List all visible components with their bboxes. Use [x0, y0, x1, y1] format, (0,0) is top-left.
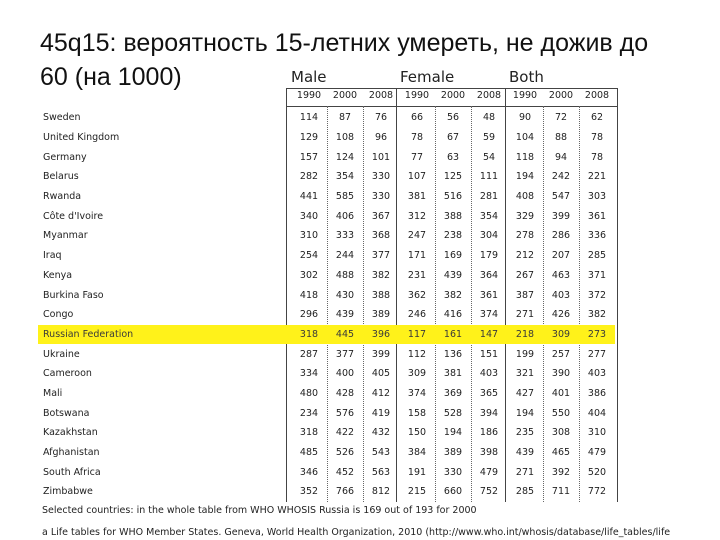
value-cell: 271 [515, 309, 535, 321]
table-row [38, 364, 615, 384]
value-cell: 244 [335, 250, 355, 262]
value-cell: 382 [443, 289, 463, 301]
value-cell: 257 [551, 348, 571, 360]
value-cell: 361 [479, 289, 499, 301]
value-cell: 550 [551, 407, 571, 419]
value-cell: 308 [551, 427, 571, 439]
group-female: Female [400, 68, 455, 86]
value-cell: 215 [407, 486, 427, 498]
value-cell: 387 [515, 289, 535, 301]
value-cell: 346 [299, 466, 319, 478]
header-rule [286, 88, 618, 89]
value-cell: 340 [299, 210, 319, 222]
value-cell: 318 [299, 427, 319, 439]
value-cell: 238 [443, 230, 463, 242]
value-cell: 389 [443, 447, 463, 459]
value-cell: 766 [335, 486, 355, 498]
table-row [38, 443, 615, 463]
table-row [38, 482, 615, 502]
value-cell: 488 [335, 269, 355, 281]
table-row [38, 226, 615, 246]
column-group-header [0, 68, 720, 90]
value-cell: 235 [515, 427, 535, 439]
value-cell: 480 [299, 387, 319, 399]
table-row [38, 167, 615, 187]
value-cell: 287 [299, 348, 319, 360]
value-cell: 401 [551, 387, 571, 399]
value-cell: 711 [551, 486, 571, 498]
value-cell: 336 [587, 230, 607, 242]
value-cell: 404 [587, 407, 607, 419]
country-name: South Africa [43, 466, 101, 478]
value-cell: 334 [299, 368, 319, 380]
value-cell: 231 [407, 269, 427, 281]
value-cell: 207 [551, 250, 571, 262]
value-cell: 419 [371, 407, 391, 419]
country-name: Rwanda [43, 191, 82, 203]
value-cell: 330 [371, 171, 391, 183]
table-row [38, 108, 615, 128]
value-cell: 242 [551, 171, 571, 183]
value-cell: 445 [327, 325, 363, 345]
table-row [38, 128, 615, 148]
value-cell: 62 [590, 112, 604, 124]
country-name: Belarus [43, 171, 79, 183]
value-cell: 374 [479, 309, 499, 321]
value-cell: 304 [479, 230, 499, 242]
value-cell: 318 [291, 325, 327, 345]
country-name: Sweden [43, 112, 81, 124]
country-name: Ukraine [43, 348, 80, 360]
value-cell: 388 [371, 289, 391, 301]
value-cell: 368 [371, 230, 391, 242]
value-cell: 403 [587, 368, 607, 380]
year-header-row [0, 90, 720, 106]
value-cell: 330 [443, 466, 463, 478]
value-cell: 526 [335, 447, 355, 459]
year-header: 2008 [476, 90, 502, 101]
value-cell: 309 [407, 368, 427, 380]
value-cell: 271 [515, 466, 535, 478]
country-name: Botswana [43, 407, 90, 419]
value-cell: 547 [551, 191, 571, 203]
value-cell: 78 [590, 132, 604, 144]
value-cell: 516 [443, 191, 463, 203]
country-name: Zimbabwe [43, 486, 93, 498]
country-name: Kazakhstan [43, 427, 98, 439]
country-name: Burkina Faso [43, 289, 104, 301]
value-cell: 107 [407, 171, 427, 183]
value-cell: 367 [371, 210, 391, 222]
value-cell: 101 [371, 151, 391, 163]
value-cell: 585 [335, 191, 355, 203]
value-cell: 432 [371, 427, 391, 439]
value-cell: 90 [518, 112, 532, 124]
value-cell: 277 [587, 348, 607, 360]
value-cell: 117 [399, 325, 435, 345]
table-row [38, 285, 615, 305]
country-name: Myanmar [43, 230, 88, 242]
value-cell: 408 [515, 191, 535, 203]
value-cell: 439 [443, 269, 463, 281]
value-cell: 418 [299, 289, 319, 301]
value-cell: 396 [363, 325, 399, 345]
table-row [38, 423, 615, 443]
value-cell: 94 [554, 151, 568, 163]
value-cell: 479 [587, 447, 607, 459]
value-cell: 278 [515, 230, 535, 242]
value-cell: 361 [587, 210, 607, 222]
value-cell: 660 [443, 486, 463, 498]
year-header: 2000 [440, 90, 466, 101]
value-cell: 354 [335, 171, 355, 183]
value-cell: 285 [515, 486, 535, 498]
value-cell: 365 [479, 387, 499, 399]
value-cell: 114 [299, 112, 319, 124]
value-cell: 282 [299, 171, 319, 183]
value-cell: 364 [479, 269, 499, 281]
year-header: 2008 [368, 90, 394, 101]
value-cell: 441 [299, 191, 319, 203]
value-cell: 398 [479, 447, 499, 459]
value-cell: 563 [371, 466, 391, 478]
value-cell: 161 [435, 325, 471, 345]
value-cell: 430 [335, 289, 355, 301]
value-cell: 48 [482, 112, 496, 124]
value-cell: 352 [299, 486, 319, 498]
value-cell: 399 [551, 210, 571, 222]
table-row [38, 344, 615, 364]
country-name: Iraq [43, 250, 62, 262]
table-row [38, 187, 615, 207]
table-row [38, 384, 615, 404]
value-cell: 321 [515, 368, 535, 380]
value-cell: 406 [335, 210, 355, 222]
group-both: Both [509, 68, 544, 86]
value-cell: 412 [371, 387, 391, 399]
year-header: 1990 [512, 90, 538, 101]
value-cell: 752 [479, 486, 499, 498]
value-cell: 112 [407, 348, 427, 360]
country-name: Afghanistan [43, 447, 100, 459]
value-cell: 354 [479, 210, 499, 222]
value-cell: 54 [482, 151, 496, 163]
value-cell: 403 [551, 289, 571, 301]
value-cell: 286 [551, 230, 571, 242]
header-rule [286, 106, 618, 107]
value-cell: 67 [446, 132, 460, 144]
slide-title: 45q15: вероятность 15-летних умереть, не дожив до 60 (на 1000) [40, 29, 649, 91]
value-cell: 400 [335, 368, 355, 380]
year-header: 2000 [548, 90, 574, 101]
value-cell: 384 [407, 447, 427, 459]
value-cell: 136 [443, 348, 463, 360]
value-cell: 303 [587, 191, 607, 203]
value-cell: 87 [338, 112, 352, 124]
value-cell: 543 [371, 447, 391, 459]
value-cell: 124 [335, 151, 355, 163]
value-cell: 179 [479, 250, 499, 262]
value-cell: 281 [479, 191, 499, 203]
value-cell: 371 [587, 269, 607, 281]
value-cell: 63 [446, 151, 460, 163]
value-cell: 118 [515, 151, 535, 163]
table-row [38, 305, 615, 325]
value-cell: 389 [371, 309, 391, 321]
table-row [38, 206, 615, 226]
value-cell: 199 [515, 348, 535, 360]
country-name: Mali [43, 387, 63, 399]
value-cell: 129 [299, 132, 319, 144]
value-cell: 96 [374, 132, 388, 144]
country-name: Congo [43, 309, 74, 321]
value-cell: 479 [479, 466, 499, 478]
year-header: 1990 [296, 90, 322, 101]
value-cell: 333 [335, 230, 355, 242]
value-cell: 285 [587, 250, 607, 262]
value-cell: 212 [515, 250, 535, 262]
value-cell: 330 [371, 191, 391, 203]
value-cell: 77 [410, 151, 424, 163]
value-cell: 310 [587, 427, 607, 439]
value-cell: 104 [515, 132, 535, 144]
mortality-table [38, 108, 615, 502]
value-cell: 310 [299, 230, 319, 242]
value-cell: 426 [551, 309, 571, 321]
value-cell: 194 [443, 427, 463, 439]
value-cell: 56 [446, 112, 460, 124]
country-name: Côte d'Ivoire [43, 210, 104, 222]
value-cell: 169 [443, 250, 463, 262]
value-cell: 394 [479, 407, 499, 419]
value-cell: 186 [479, 427, 499, 439]
value-cell: 374 [407, 387, 427, 399]
value-cell: 485 [299, 447, 319, 459]
value-cell: 158 [407, 407, 427, 419]
value-cell: 463 [551, 269, 571, 281]
group-male: Male [291, 68, 327, 86]
source-citation: a Life tables for WHO Member States. Geneva, World Health Organization, 2010 (http://www.who.int/whosis/database/life_tables/life [42, 527, 671, 538]
value-cell: 267 [515, 269, 535, 281]
value-cell: 246 [407, 309, 427, 321]
table-note: Selected countries: in the whole table from WHO WHOSIS Russia is 169 out of 193 for 2000 [42, 505, 477, 516]
value-cell: 221 [587, 171, 607, 183]
value-cell: 88 [554, 132, 568, 144]
table-row [38, 266, 615, 286]
value-cell: 388 [443, 210, 463, 222]
value-cell: 76 [374, 112, 388, 124]
value-cell: 194 [515, 171, 535, 183]
table-row [38, 462, 615, 482]
value-cell: 254 [299, 250, 319, 262]
value-cell: 399 [371, 348, 391, 360]
value-cell: 296 [299, 309, 319, 321]
value-cell: 78 [590, 151, 604, 163]
value-cell: 772 [587, 486, 607, 498]
value-cell: 309 [543, 325, 579, 345]
value-cell: 382 [587, 309, 607, 321]
value-cell: 108 [335, 132, 355, 144]
value-cell: 520 [587, 466, 607, 478]
value-cell: 377 [335, 348, 355, 360]
value-cell: 452 [335, 466, 355, 478]
value-cell: 72 [554, 112, 568, 124]
value-cell: 150 [407, 427, 427, 439]
value-cell: 111 [479, 171, 499, 183]
value-cell: 392 [551, 466, 571, 478]
table-row-highlighted [38, 325, 615, 345]
value-cell: 171 [407, 250, 427, 262]
value-cell: 372 [587, 289, 607, 301]
value-cell: 422 [335, 427, 355, 439]
table-row [38, 403, 615, 423]
year-header: 2000 [332, 90, 358, 101]
value-cell: 329 [515, 210, 535, 222]
value-cell: 812 [371, 486, 391, 498]
value-cell: 403 [479, 368, 499, 380]
value-cell: 191 [407, 466, 427, 478]
value-cell: 381 [407, 191, 427, 203]
value-cell: 439 [515, 447, 535, 459]
value-cell: 428 [335, 387, 355, 399]
value-cell: 157 [299, 151, 319, 163]
value-cell: 234 [299, 407, 319, 419]
value-cell: 147 [471, 325, 507, 345]
value-cell: 439 [335, 309, 355, 321]
year-header: 1990 [404, 90, 430, 101]
value-cell: 312 [407, 210, 427, 222]
value-cell: 405 [371, 368, 391, 380]
value-cell: 381 [443, 368, 463, 380]
country-name: Germany [43, 151, 87, 163]
value-cell: 66 [410, 112, 424, 124]
year-header: 2008 [584, 90, 610, 101]
value-cell: 576 [335, 407, 355, 419]
value-cell: 377 [371, 250, 391, 262]
value-cell: 362 [407, 289, 427, 301]
value-cell: 390 [551, 368, 571, 380]
table-row [38, 147, 615, 167]
country-name: Cameroon [43, 368, 92, 380]
value-cell: 247 [407, 230, 427, 242]
value-cell: 59 [482, 132, 496, 144]
country-name: Russian Federation [38, 325, 291, 345]
value-cell: 273 [579, 325, 615, 345]
value-cell: 465 [551, 447, 571, 459]
value-cell: 427 [515, 387, 535, 399]
value-cell: 382 [371, 269, 391, 281]
value-cell: 78 [410, 132, 424, 144]
country-name: United Kingdom [43, 132, 120, 144]
value-cell: 151 [479, 348, 499, 360]
table-row [38, 246, 615, 266]
column-divider [617, 88, 618, 502]
value-cell: 302 [299, 269, 319, 281]
country-name: Kenya [43, 269, 73, 281]
value-cell: 218 [507, 325, 543, 345]
value-cell: 386 [587, 387, 607, 399]
value-cell: 194 [515, 407, 535, 419]
value-cell: 416 [443, 309, 463, 321]
value-cell: 369 [443, 387, 463, 399]
value-cell: 528 [443, 407, 463, 419]
value-cell: 125 [443, 171, 463, 183]
